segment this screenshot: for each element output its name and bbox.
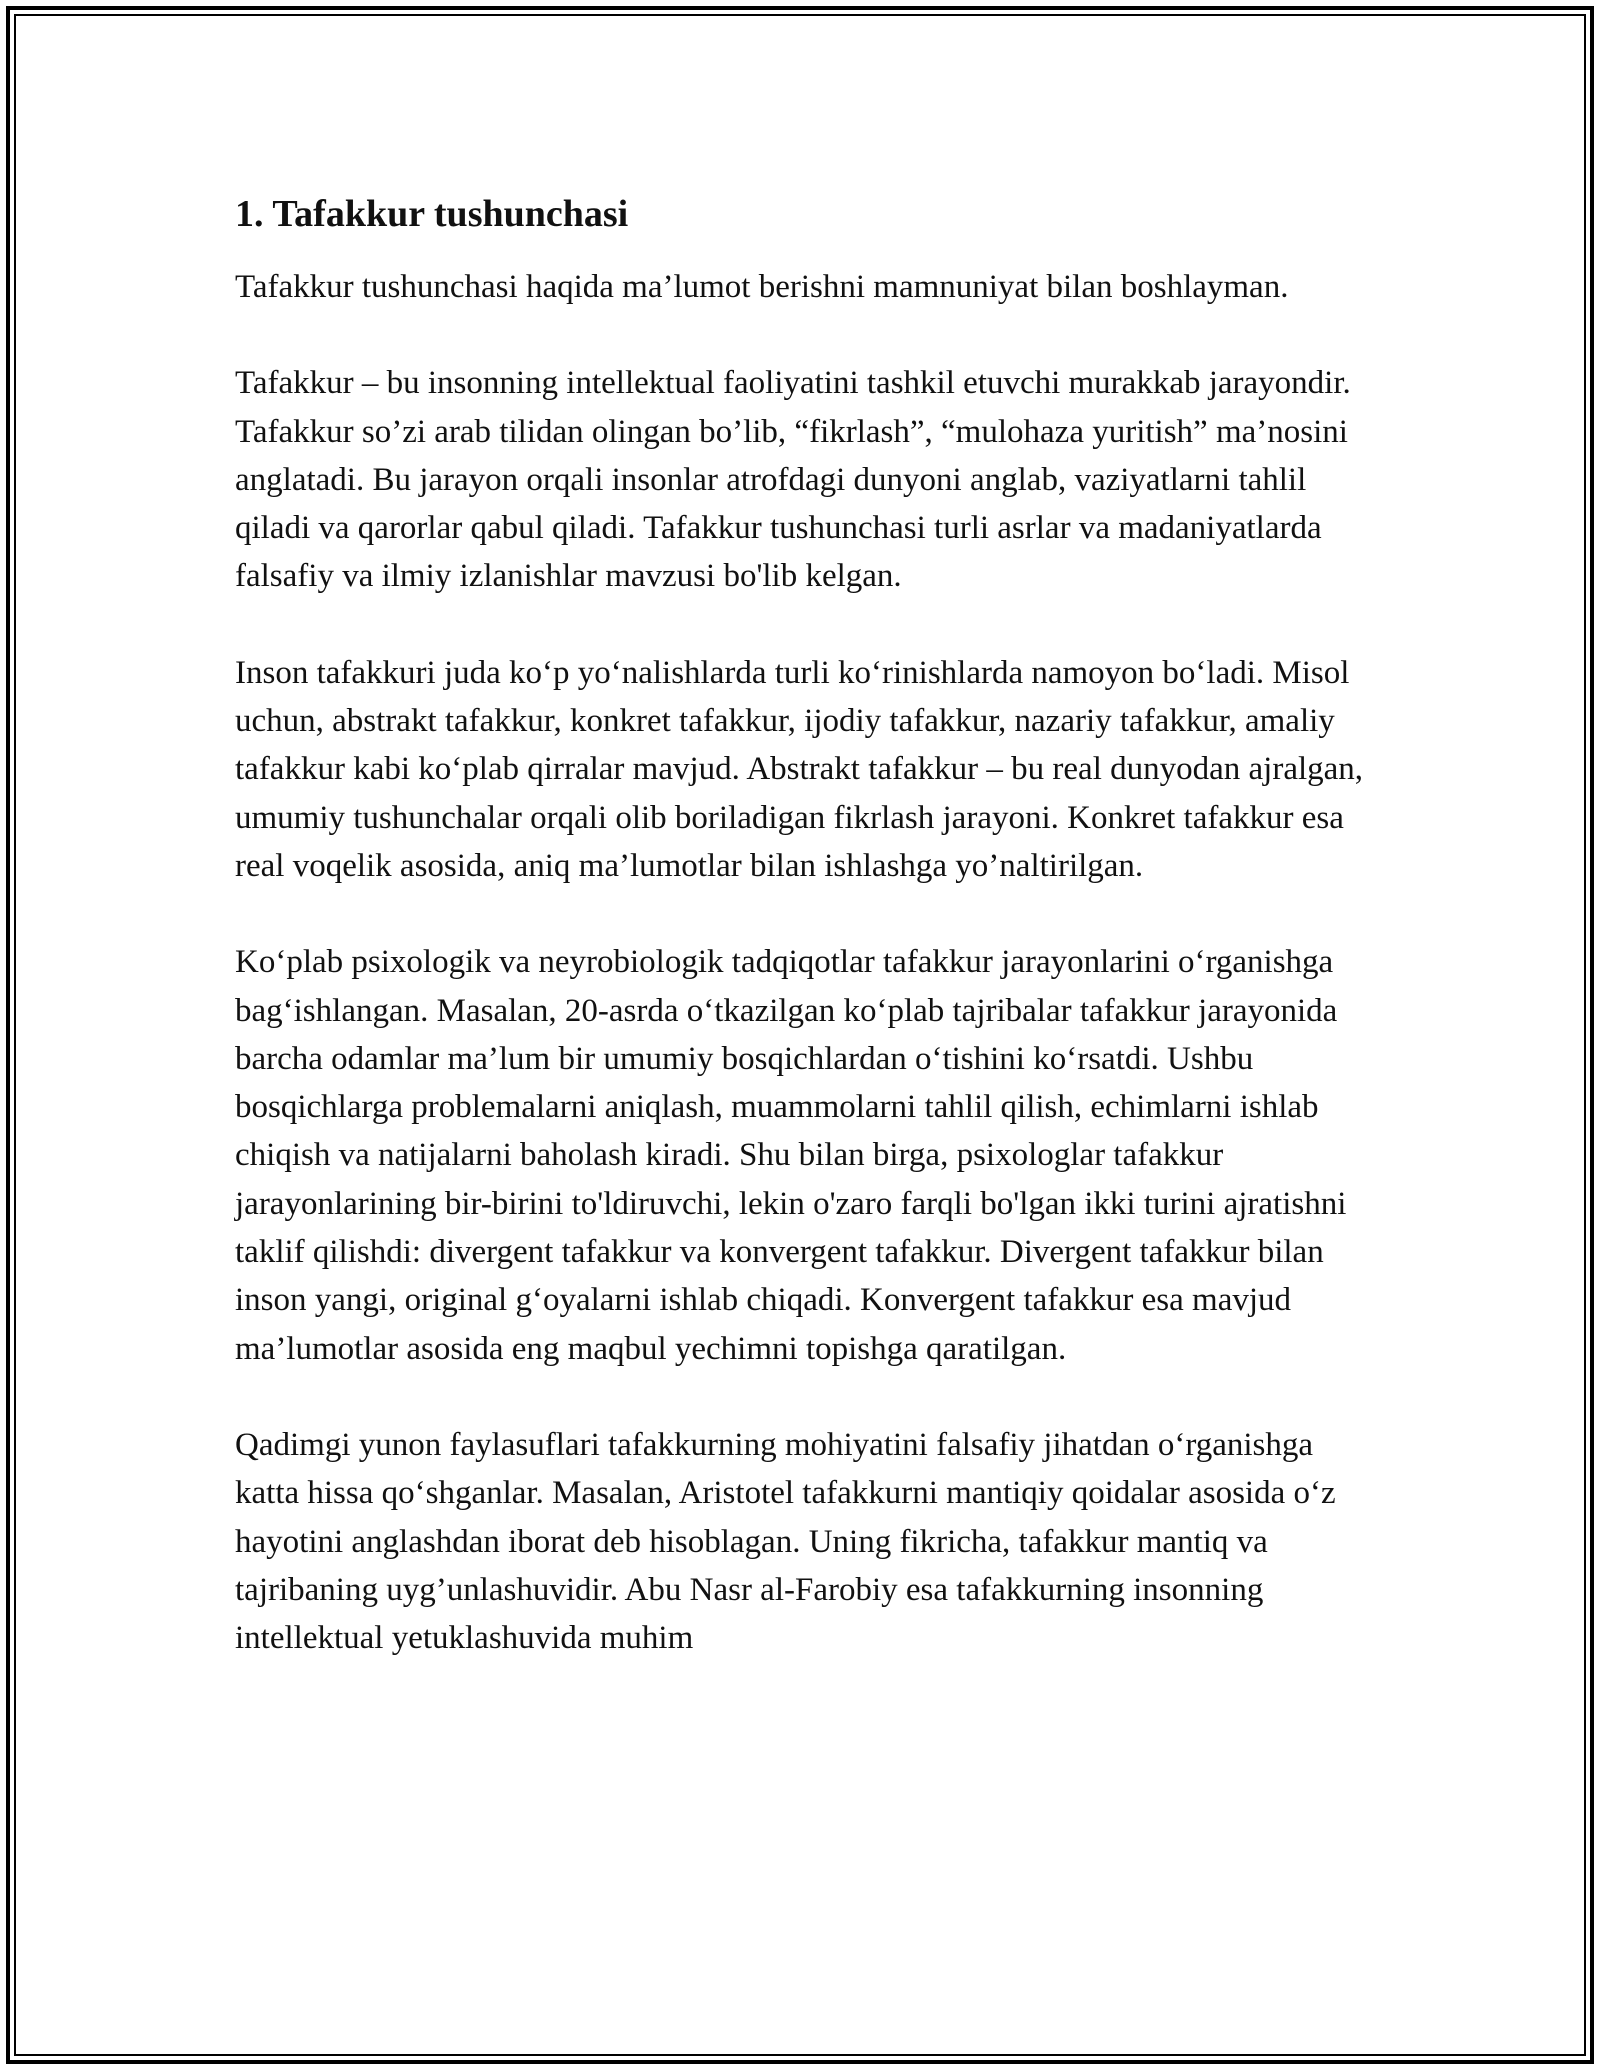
- document-body: [235, 186, 1375, 1710]
- paragraph-types: Inson tafakkuri juda ko‘p yo‘nalishlarda turli ko‘rinishlarda namoyon bo‘ladi. Misol uchun, abstrakt tafakkur, konkret tafakkur, ijodiy tafakkur, nazariy tafakkur, amaliy tafakkur kabi ko‘plab qirralar mavjud. Abstrakt tafakkur – bu real dunyodan ajralgan, umumiy tushunchalar orqali olib boriladigan fikrlash jarayoni. Konkret tafakkur esa real voqelik asosida, aniq ma’lumotlar bilan ishlashga yo’naltirilgan.: [235, 654, 1364, 884]
- paragraph-definition: Tafakkur – bu insonning intellektual faoliyatini tashkil etuvchi murakkab jarayondir. Tafakkur so’zi arab tilidan olingan bo’lib, “fikrlash”, “mulohaza yuritish” ma’nosini anglatadi. Bu jarayon orqali insonlar atrofdagi dunyoni anglab, vaziyatlarni tahlil qiladi va qarorlar qabul qiladi. Tafakkur tushunchasi turli asrlar va madaniyatlarda falsafiy va ilmiy izlanishlar mavzusi bo'lib kelgan.: [235, 365, 1351, 595]
- paragraph-research: Ko‘plab psixologik va neyrobiologik tadqiqotlar tafakkur jarayonlarini o‘rganishga bag‘ishlangan. Masalan, 20-asrda o‘tkazilgan ko‘plab tajribalar tafakkur jarayonida barcha odamlar ma’lum bir umumiy bosqichlardan o‘tishini ko‘rsatdi. Ushbu bosqichlarga problemalarni aniqlash, muammolarni tahlil qilish, echimlarni ishlab chiqish va natijalarni baholash kiradi. Shu bilan birga, psixologlar tafakkur jarayonlarining bir-birini to'ldiruvchi, lekin o'zaro farqli bo'lgan ikki turini ajratishni taklif qilishdi: divergent tafakkur va konvergent tafakkur. Divergent tafakkur bilan inson yangi, original g‘oyalarni ishlab chiqadi. Konvergent tafakkur esa mavjud ma’lumotlar asosida eng maqbul yechimni topishga qaratilgan.: [235, 944, 1347, 1367]
- paragraph-intro: Tafakkur tushunchasi haqida ma’lumot berishni mamnuniyat bilan boshlayman.: [235, 269, 1289, 305]
- paragraph-philosophers: Qadimgi yunon faylasuflari tafakkurning mohiyatini falsafiy jihatdan o‘rganishga katta hissa qo‘shganlar. Masalan, Aristotel tafakkurni mantiqiy qoidalar asosida o‘z hayotini anglashdan iborat deb hisoblagan. Uning fikricha, tafakkur mantiq va tajribaning uyg’unlashuvidir. Abu Nasr al-Farobiy esa tafakkurning insonning intellektual yetuklashuvida muhim: [235, 1426, 1336, 1657]
- section-heading: 1. Tafakkur tushunchasi: [235, 193, 629, 235]
